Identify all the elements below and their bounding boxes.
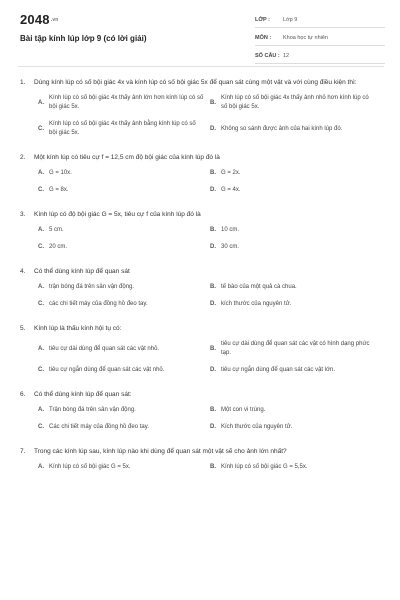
option-c[interactable]: [38, 186, 210, 195]
meta-value: Khoa học tự nhiên: [283, 35, 328, 41]
option-a[interactable]: [38, 283, 210, 292]
page-header: [0, 0, 400, 62]
meta-value: 12: [283, 53, 290, 59]
option-letter: B.: [210, 227, 216, 233]
option-d[interactable]: [210, 366, 382, 375]
option-text: các chi tiết máy của đồng hồ đeo tay.: [49, 301, 148, 307]
question-number: 1.: [20, 79, 26, 86]
option-list: [20, 169, 382, 195]
option-text: Kích thước của nguyên tử.: [221, 424, 293, 430]
option-text: Một con vi trùng.: [221, 407, 266, 413]
option-list: [20, 226, 382, 252]
question-text: [20, 78, 382, 88]
option-d[interactable]: [210, 120, 382, 138]
question-stem: Kính lúp là thấu kính hội tụ có:: [34, 325, 122, 332]
question-stem: Kính lúp có độ bội giác G = 5x, tiêu cự f của kính lúp đó là: [34, 211, 201, 218]
option-letter: B.: [210, 170, 216, 176]
option-text: 10 cm.: [221, 227, 240, 233]
option-text: G = 4x.: [221, 187, 241, 193]
question-stem: Trong các kính lúp sau, kính lúp nào khi dùng để quan sát một vật sẽ cho ảnh lớn nhất?: [34, 448, 287, 455]
option-letter: D.: [210, 244, 216, 250]
option-letter: D.: [210, 424, 216, 430]
question-text: [20, 447, 382, 457]
option-letter: A.: [38, 99, 44, 106]
header-divider: [18, 66, 384, 67]
question-text: [20, 210, 382, 220]
option-a[interactable]: [38, 94, 210, 112]
option-a[interactable]: [38, 463, 210, 472]
option-text: Không so sánh được ảnh của hai kính lúp đó.: [221, 125, 343, 132]
question-text: [20, 324, 382, 334]
question-6: [20, 390, 382, 432]
question-3: [20, 210, 382, 252]
meta-label: MÔN :: [255, 35, 272, 41]
option-b[interactable]: [210, 169, 382, 178]
option-a[interactable]: [38, 406, 210, 415]
option-letter: B.: [210, 345, 216, 352]
option-text: tế bào của một quả cà chua.: [221, 284, 297, 290]
question-number: 7.: [20, 448, 26, 455]
logo-text: 2048: [20, 12, 50, 27]
question-5: [20, 324, 382, 375]
meta-row-class: [255, 14, 385, 28]
option-d[interactable]: [210, 300, 382, 309]
question-text: [20, 267, 382, 277]
option-a[interactable]: [38, 226, 210, 235]
option-letter: B.: [210, 284, 216, 290]
question-4: [20, 267, 382, 309]
option-text: G = 10x.: [49, 170, 72, 176]
option-letter: C.: [38, 424, 44, 430]
option-letter: B.: [210, 99, 216, 106]
option-list: [20, 283, 382, 309]
meta-row-subject: [255, 32, 385, 46]
question-number: 6.: [20, 391, 26, 398]
logo-suffix: .vn: [50, 17, 59, 23]
option-text: Các chi tiết máy của đồng hồ đeo tay.: [49, 424, 149, 430]
option-text: G = 2x.: [221, 170, 241, 176]
question-number: 3.: [20, 211, 26, 218]
option-letter: C.: [38, 367, 44, 373]
question-7: [20, 447, 382, 472]
option-letter: D.: [210, 301, 216, 307]
option-c[interactable]: [38, 120, 210, 138]
meta-table: [255, 14, 385, 64]
option-text: G = 8x.: [49, 187, 69, 193]
option-letter: C.: [38, 125, 44, 132]
option-text: tiêu cự ngắn dùng để quan sát các vật nhỏ.: [49, 367, 165, 373]
option-text: Kính lúp có số bội giác G = 5x.: [49, 464, 131, 470]
option-letter: C.: [38, 244, 44, 250]
option-a[interactable]: [38, 340, 210, 358]
option-letter: A.: [38, 170, 44, 176]
option-letter: D.: [210, 187, 216, 193]
option-letter: A.: [38, 464, 44, 470]
option-letter: B.: [210, 464, 216, 470]
option-letter: B.: [210, 407, 216, 413]
option-c[interactable]: [38, 423, 210, 432]
option-list: [20, 94, 382, 138]
option-letter: A.: [38, 407, 44, 413]
option-d[interactable]: [210, 423, 382, 432]
option-b[interactable]: [210, 283, 382, 292]
option-c[interactable]: [38, 300, 210, 309]
option-letter: A.: [38, 345, 44, 352]
option-a[interactable]: [38, 169, 210, 178]
option-text: Kính lúp có số bội giác 4x thấy ảnh lớn hơn kính lúp có số bội giác 5x.: [49, 95, 204, 110]
option-letter: C.: [38, 187, 44, 193]
question-1: [20, 78, 382, 138]
option-letter: A.: [38, 227, 44, 233]
question-list: [20, 78, 382, 487]
option-letter: A.: [38, 284, 44, 290]
option-b[interactable]: [210, 226, 382, 235]
option-text: Kính lúp có số bội giác G = 5,5x.: [221, 464, 308, 470]
option-text: 5 cm.: [49, 227, 64, 233]
option-text: tiêu cự dài dùng để quan sát các vật nhỏ.: [49, 345, 160, 352]
option-c[interactable]: [38, 366, 210, 375]
question-text: [20, 390, 382, 400]
question-number: 4.: [20, 268, 26, 275]
option-b[interactable]: [210, 340, 382, 358]
option-list: [20, 340, 382, 375]
option-list: [20, 463, 382, 472]
question-stem: Dùng kính lúp có số bội giác 4x và kính lúp có số bội giác 5x để quan sát cùng một vật và với cùng điều kiện thì:: [34, 79, 357, 86]
document-title: Bài tập kính lúp lớp 9 (có lời giải): [20, 34, 147, 43]
question-stem: Có thể dùng kính lúp để quan sát: [34, 268, 130, 275]
option-d[interactable]: [210, 243, 382, 252]
question-text: [20, 153, 382, 163]
question-number: 2.: [20, 154, 26, 161]
option-b[interactable]: [210, 406, 382, 415]
question-number: 5.: [20, 325, 26, 332]
question-stem: Một kính lúp có tiêu cự f = 12,5 cm độ bội giác của kính lúp đó là: [34, 154, 220, 161]
question-2: [20, 153, 382, 195]
meta-label: SỐ CÂU :: [255, 53, 280, 59]
option-c[interactable]: [38, 243, 210, 252]
option-letter: D.: [210, 125, 216, 132]
option-letter: C.: [38, 301, 44, 307]
option-text: tiêu cự dài dùng để quan sát các vật có hình dạng phức tạp.: [221, 341, 370, 356]
meta-row-count: [255, 50, 385, 64]
option-text: tiêu cự ngắn dùng để quan sát các vật lớn.: [221, 367, 336, 373]
meta-label: LỚP :: [255, 17, 270, 23]
option-b[interactable]: [210, 94, 382, 112]
option-text: 30 cm.: [221, 244, 240, 250]
option-text: Trận bóng đá trên sân vận động.: [49, 407, 136, 413]
option-text: 20 cm.: [49, 244, 68, 250]
option-text: Kính lúp có số bội giác 4x thấy ảnh bằng kính lúp có số bội giác 5x.: [49, 121, 196, 136]
question-stem: Có thể dùng kính lúp để quan sát:: [34, 391, 132, 398]
option-text: kích thước của nguyên tử.: [221, 301, 292, 307]
site-logo[interactable]: [20, 12, 59, 27]
option-d[interactable]: [210, 186, 382, 195]
meta-value: Lớp 9: [283, 17, 298, 23]
option-text: trận bóng đá trên sân vận động.: [49, 284, 135, 290]
option-text: Kính lúp có số bội giác 4x thấy ảnh nhỏ hơn kính lúp có số bội giác 5x.: [221, 95, 369, 110]
option-list: [20, 406, 382, 432]
option-b[interactable]: [210, 463, 382, 472]
option-letter: D.: [210, 367, 216, 373]
